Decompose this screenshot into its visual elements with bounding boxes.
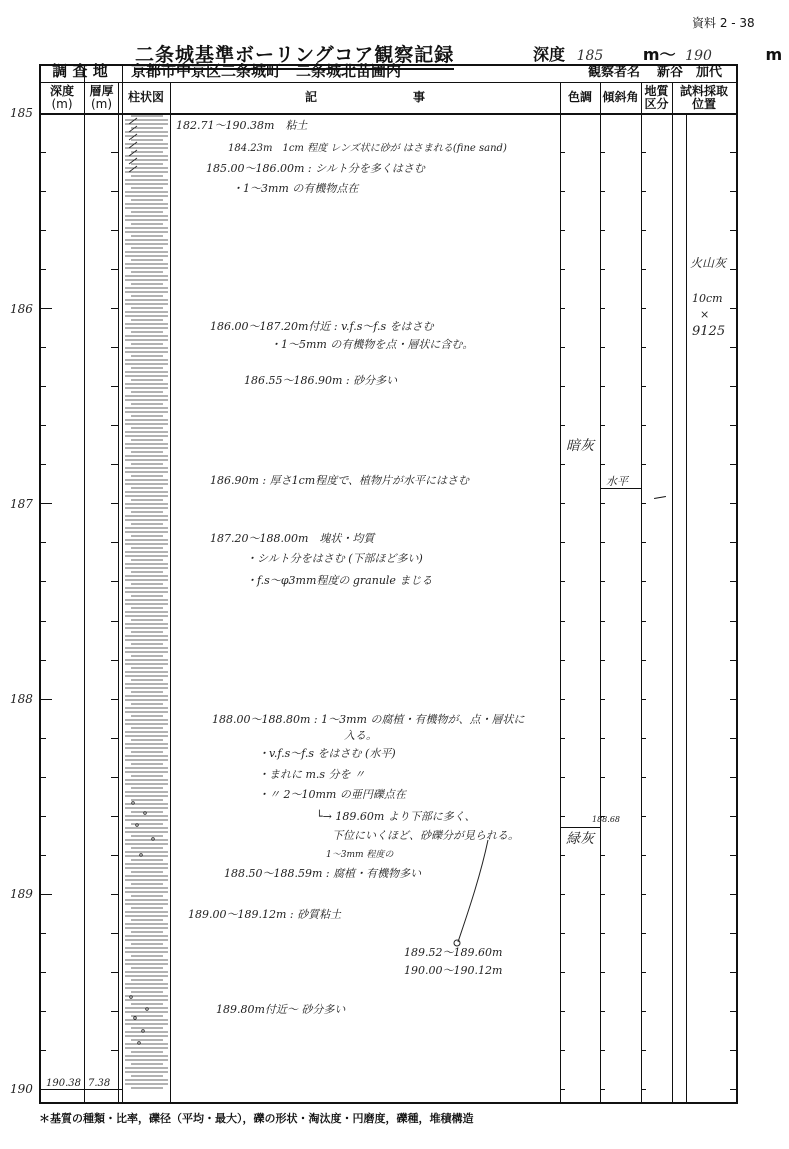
row-divider [39, 82, 738, 83]
bottom-boundary [40, 1089, 122, 1090]
note-line: 188.00〜188.80m : 1〜3mm の腐植・有機物が、点・層状に [212, 713, 525, 726]
depth-tick [641, 894, 646, 895]
note-line: 186.55〜186.90m : 砂分多い [244, 374, 398, 387]
header-geology-2: 区分 [644, 97, 669, 111]
dip-underline [601, 488, 641, 489]
depth-label-185: 185 [10, 106, 33, 120]
gravel-dot [140, 854, 143, 857]
depth-tick [730, 738, 738, 739]
col-divider [686, 113, 687, 1104]
depth-tick [40, 113, 52, 114]
depth-tick [730, 894, 738, 895]
depth-tick [730, 1050, 738, 1051]
depth-tick [560, 503, 565, 504]
depth-tick [730, 816, 738, 817]
depth-tick [40, 347, 46, 348]
depth-tick [560, 777, 565, 778]
depth-tick [730, 660, 738, 661]
depth-tick [40, 894, 52, 895]
depth-tick [111, 230, 118, 231]
depth-tick [40, 230, 46, 231]
depth-tick [560, 230, 565, 231]
depth-tick [40, 933, 46, 934]
depth-tick [560, 933, 565, 934]
col-divider [672, 82, 673, 1104]
header-depth-label: 深度 [49, 84, 74, 98]
depth-tick [600, 933, 605, 934]
depth-tick [730, 425, 738, 426]
slash-mark [129, 150, 137, 156]
depth-tick [600, 503, 605, 504]
depth-tick [600, 386, 605, 387]
depth-tick [560, 191, 565, 192]
note-line: ・1〜3mm の有機物点在 [232, 182, 359, 195]
depth-tick [111, 581, 118, 582]
depth-tick [600, 972, 605, 973]
depth-tick [40, 855, 46, 856]
depth-tick [560, 972, 565, 973]
depth-tick [641, 855, 646, 856]
gravel-dot [144, 812, 147, 815]
depth-tick [641, 425, 646, 426]
depth-tick [560, 816, 565, 817]
depth-tick [600, 1089, 605, 1090]
col-divider [560, 82, 561, 1104]
depth-label-190: 190 [10, 1082, 33, 1096]
depth-tick [730, 1089, 738, 1090]
depth-tick [111, 542, 118, 543]
depth-tick [111, 347, 118, 348]
document-reference: 資料 2 - 38 [692, 16, 755, 30]
depth-tick [600, 152, 605, 153]
depth-tick [641, 503, 646, 504]
depth-tick [560, 1050, 565, 1051]
depth-tick [111, 816, 118, 817]
header-thickness-unit: (m) [90, 97, 113, 111]
depth-tick [730, 464, 738, 465]
depth-tick [730, 1011, 738, 1012]
note-line: └→ 189.60m より下部に多く、 [316, 810, 476, 823]
depth-from: 185 [576, 48, 604, 64]
dip-note: 水平 [606, 475, 628, 488]
header-sample-2: 位置 [691, 97, 716, 111]
depth-tick [40, 542, 46, 543]
color-note-2-depth: 188.68 [592, 815, 620, 824]
depth-tick [40, 699, 52, 700]
depth-tick [641, 621, 646, 622]
depth-tick [641, 1011, 646, 1012]
depth-tick [111, 855, 118, 856]
header-color: 色調 [567, 90, 592, 104]
note-line: ・まれに m.s 分を 〃 [258, 768, 366, 781]
depth-tick [730, 933, 738, 934]
depth-label-187: 187 [10, 497, 33, 511]
depth-tick [560, 660, 565, 661]
depth-tick [641, 230, 646, 231]
header-sample-1: 試料採取 [679, 84, 728, 98]
depth-tick [111, 386, 118, 387]
col-divider [641, 82, 642, 1104]
depth-tick [641, 542, 646, 543]
depth-tick [641, 699, 646, 700]
depth-tick [111, 777, 118, 778]
gravel-dot [130, 996, 133, 999]
slash-mark [129, 166, 137, 172]
header-thickness [85, 85, 118, 111]
slash-mark [129, 134, 137, 140]
depth-tick [600, 542, 605, 543]
depth-tick [40, 386, 46, 387]
depth-tick [641, 386, 646, 387]
depth-tick [641, 816, 646, 817]
slash-mark [129, 126, 137, 132]
survey-location: 京都市中京区二条城町 二条城北苗圃内 [131, 62, 402, 80]
depth-tick [111, 152, 118, 153]
depth-tick [111, 191, 118, 192]
depth-tick [40, 152, 46, 153]
depth-tick [730, 191, 738, 192]
depth-tick [600, 738, 605, 739]
depth-tick [40, 503, 52, 504]
gravel-dot [132, 802, 135, 805]
depth-tick [111, 972, 118, 973]
header-depth [40, 85, 84, 111]
survey-label: 調 査 地 [52, 62, 108, 80]
depth-tick [600, 1050, 605, 1051]
depth-tick [641, 152, 646, 153]
depth-tick [40, 816, 46, 817]
note-line: 186.00〜187.20m付近 : v.f.s〜f.s をはさむ [210, 320, 434, 333]
depth-tick [730, 386, 738, 387]
depth-tick [111, 464, 118, 465]
note-line: ・1〜5mm の有機物を点・層状に含む。 [270, 338, 474, 351]
depth-tick [560, 894, 565, 895]
depth-tick [730, 699, 738, 700]
depth-tick [560, 621, 565, 622]
depth-tick [40, 425, 46, 426]
header-column: 柱状図 [127, 90, 164, 104]
gravel-dot [146, 1008, 149, 1011]
gravel-dot [142, 1030, 145, 1033]
depth-tick [111, 621, 118, 622]
depth-tick [730, 347, 738, 348]
depth-tick [560, 308, 565, 309]
depth-tick [560, 425, 565, 426]
depth-tick [560, 347, 565, 348]
depth-tick [111, 269, 118, 270]
gravel-dot [134, 1017, 137, 1020]
depth-tick [641, 1089, 646, 1090]
sample-note-1: 火山灰 [690, 256, 727, 270]
depth-tick [641, 581, 646, 582]
note-line: 190.00〜190.12m [404, 964, 503, 977]
depth-tick [111, 425, 118, 426]
depth-tick [730, 777, 738, 778]
bottom-depth: 190.38 [46, 1078, 81, 1089]
observer-name: 新谷 加代 [657, 65, 723, 80]
note-line: 189.52〜189.60m [404, 946, 503, 959]
depth-tick [600, 230, 605, 231]
sample-note-4: 9125 [692, 324, 726, 339]
depth-tick [730, 308, 738, 309]
depth-tick [730, 581, 738, 582]
note-line: 186.90m : 厚さ1cm程度で、植物片が水平にはさむ [210, 474, 469, 487]
depth-tick [111, 894, 118, 895]
depth-tick [600, 113, 605, 114]
depth-tick [40, 621, 46, 622]
note-line: 189.00〜189.12m : 砂質粘土 [188, 908, 342, 921]
depth-tick [600, 1011, 605, 1012]
color-note-2: 緑灰 [566, 831, 594, 847]
depth-tick [730, 152, 738, 153]
depth-range [533, 42, 782, 65]
depth-tick [600, 777, 605, 778]
lithology-column [123, 113, 170, 1089]
depth-tick [641, 191, 646, 192]
note-line: 189.80m付近〜 砂分多い [216, 1003, 346, 1016]
depth-tick [600, 855, 605, 856]
depth-tick [641, 660, 646, 661]
depth-tick [641, 777, 646, 778]
depth-tick [560, 855, 565, 856]
depth-tick [560, 1089, 565, 1090]
depth-tick [40, 269, 46, 270]
note-line: 下位にいくほど、砂礫分が見られる。 [332, 829, 519, 842]
header-geology [641, 85, 672, 111]
footer-note: ＊基質の種類・比率，礫径（平均・最大），礫の形状・淘汰度・円磨度，礫種，堆積構造 [39, 1112, 474, 1125]
depth-tick [111, 699, 118, 700]
annotation-arrow [440, 838, 500, 948]
depth-tick [641, 308, 646, 309]
depth-tick [600, 581, 605, 582]
slash-mark [129, 118, 137, 124]
depth-tick [40, 464, 46, 465]
depth-tick [111, 738, 118, 739]
depth-tick [730, 972, 738, 973]
depth-tick [600, 464, 605, 465]
depth-tick [600, 660, 605, 661]
depth-tick [40, 660, 46, 661]
color-boundary [561, 827, 601, 828]
note-line: ・f.s〜φ3mm程度の granule まじる [246, 574, 433, 587]
header-sample [672, 85, 736, 111]
depth-tick [560, 113, 565, 114]
depth-tick [600, 425, 605, 426]
depth-tick [641, 464, 646, 465]
depth-tick [560, 699, 565, 700]
depth-tick [40, 191, 46, 192]
depth-tick [730, 269, 738, 270]
depth-tick [730, 542, 738, 543]
depth-tick [600, 699, 605, 700]
depth-tick [560, 464, 565, 465]
depth-tick [600, 894, 605, 895]
depth-tick [730, 621, 738, 622]
depth-tick [600, 621, 605, 622]
depth-range-label: 深度 [533, 45, 566, 64]
depth-tick [641, 113, 646, 114]
depth-tick [40, 1050, 46, 1051]
note-line: ・v.f.s〜f.s をはさむ (水平) [258, 747, 396, 760]
note-line: 1〜3mm 程度の [326, 850, 394, 860]
note-line: 182.71〜190.38m 粘土 [176, 119, 308, 132]
depth-tick [40, 777, 46, 778]
depth-tick [560, 269, 565, 270]
depth-label-189: 189 [10, 887, 33, 901]
depth-tick [600, 308, 605, 309]
depth-tick [600, 191, 605, 192]
header-geology-1: 地質 [644, 84, 669, 98]
depth-tick [111, 660, 118, 661]
depth-tick [730, 113, 738, 114]
depth-tick [730, 855, 738, 856]
depth-tick [111, 1050, 118, 1051]
page-title: 二条城基準ボーリングコア観察記録 [135, 40, 454, 70]
depth-tick [111, 308, 118, 309]
depth-unit-2: m [765, 45, 783, 64]
depth-tick [560, 1011, 565, 1012]
depth-tick [111, 1011, 118, 1012]
header-notes: 記 事 [304, 90, 425, 104]
observer-label: 観察者名 [588, 65, 641, 80]
depth-unit-1: m〜 [642, 45, 676, 64]
col-divider [84, 64, 85, 1104]
note-line: ・〃 2〜10mm の亜円礫点在 [258, 788, 406, 801]
depth-tick [641, 1050, 646, 1051]
depth-tick [560, 581, 565, 582]
depth-tick [560, 386, 565, 387]
col-divider [600, 82, 601, 1104]
note-line: 入る。 [344, 729, 377, 742]
note-line: ・シルト分をはさむ (下部ほど多い) [246, 552, 423, 565]
note-line: 188.50〜188.59m : 腐植・有機物多い [224, 867, 422, 880]
depth-tick [111, 503, 118, 504]
sample-note-3: × [700, 308, 710, 321]
note-line: 184.23m 1cm 程度 レンズ状に砂が はさまれる(fine sand) [228, 143, 507, 154]
depth-tick [111, 933, 118, 934]
note-line: 187.20〜188.00m 塊状・均質 [210, 532, 375, 545]
depth-tick [111, 113, 118, 114]
depth-to: 190 [685, 48, 712, 64]
gravel-dot [136, 824, 139, 827]
depth-tick [560, 152, 565, 153]
depth-tick [40, 972, 46, 973]
depth-tick [641, 738, 646, 739]
depth-tick [560, 542, 565, 543]
depth-tick [730, 503, 738, 504]
slash-mark [129, 158, 137, 164]
gravel-dot [138, 1042, 141, 1045]
depth-tick [641, 269, 646, 270]
note-line: 185.00〜186.00m : シルト分を多くはさむ [206, 162, 425, 175]
depth-tick [730, 230, 738, 231]
header-dip: 傾斜角 [602, 90, 639, 104]
col-divider [170, 82, 171, 1104]
depth-tick [40, 738, 46, 739]
depth-label-188: 188 [10, 692, 33, 706]
depth-tick [641, 347, 646, 348]
depth-tick [40, 581, 46, 582]
color-note-1: 暗灰 [566, 438, 594, 454]
depth-tick [600, 269, 605, 270]
depth-tick [641, 972, 646, 973]
slash-mark [129, 142, 137, 148]
col-divider [118, 82, 119, 1104]
header-depth-unit: (m) [51, 97, 73, 111]
depth-tick [560, 738, 565, 739]
depth-tick [40, 1011, 46, 1012]
depth-tick [641, 933, 646, 934]
depth-tick [40, 308, 52, 309]
depth-label-186: 186 [10, 302, 33, 316]
gravel-dot [152, 838, 155, 841]
sample-note-2: 10cm [692, 292, 723, 305]
bottom-thickness: 7.38 [88, 1078, 111, 1089]
depth-tick [600, 347, 605, 348]
header-thickness-label: 層厚 [89, 84, 114, 98]
